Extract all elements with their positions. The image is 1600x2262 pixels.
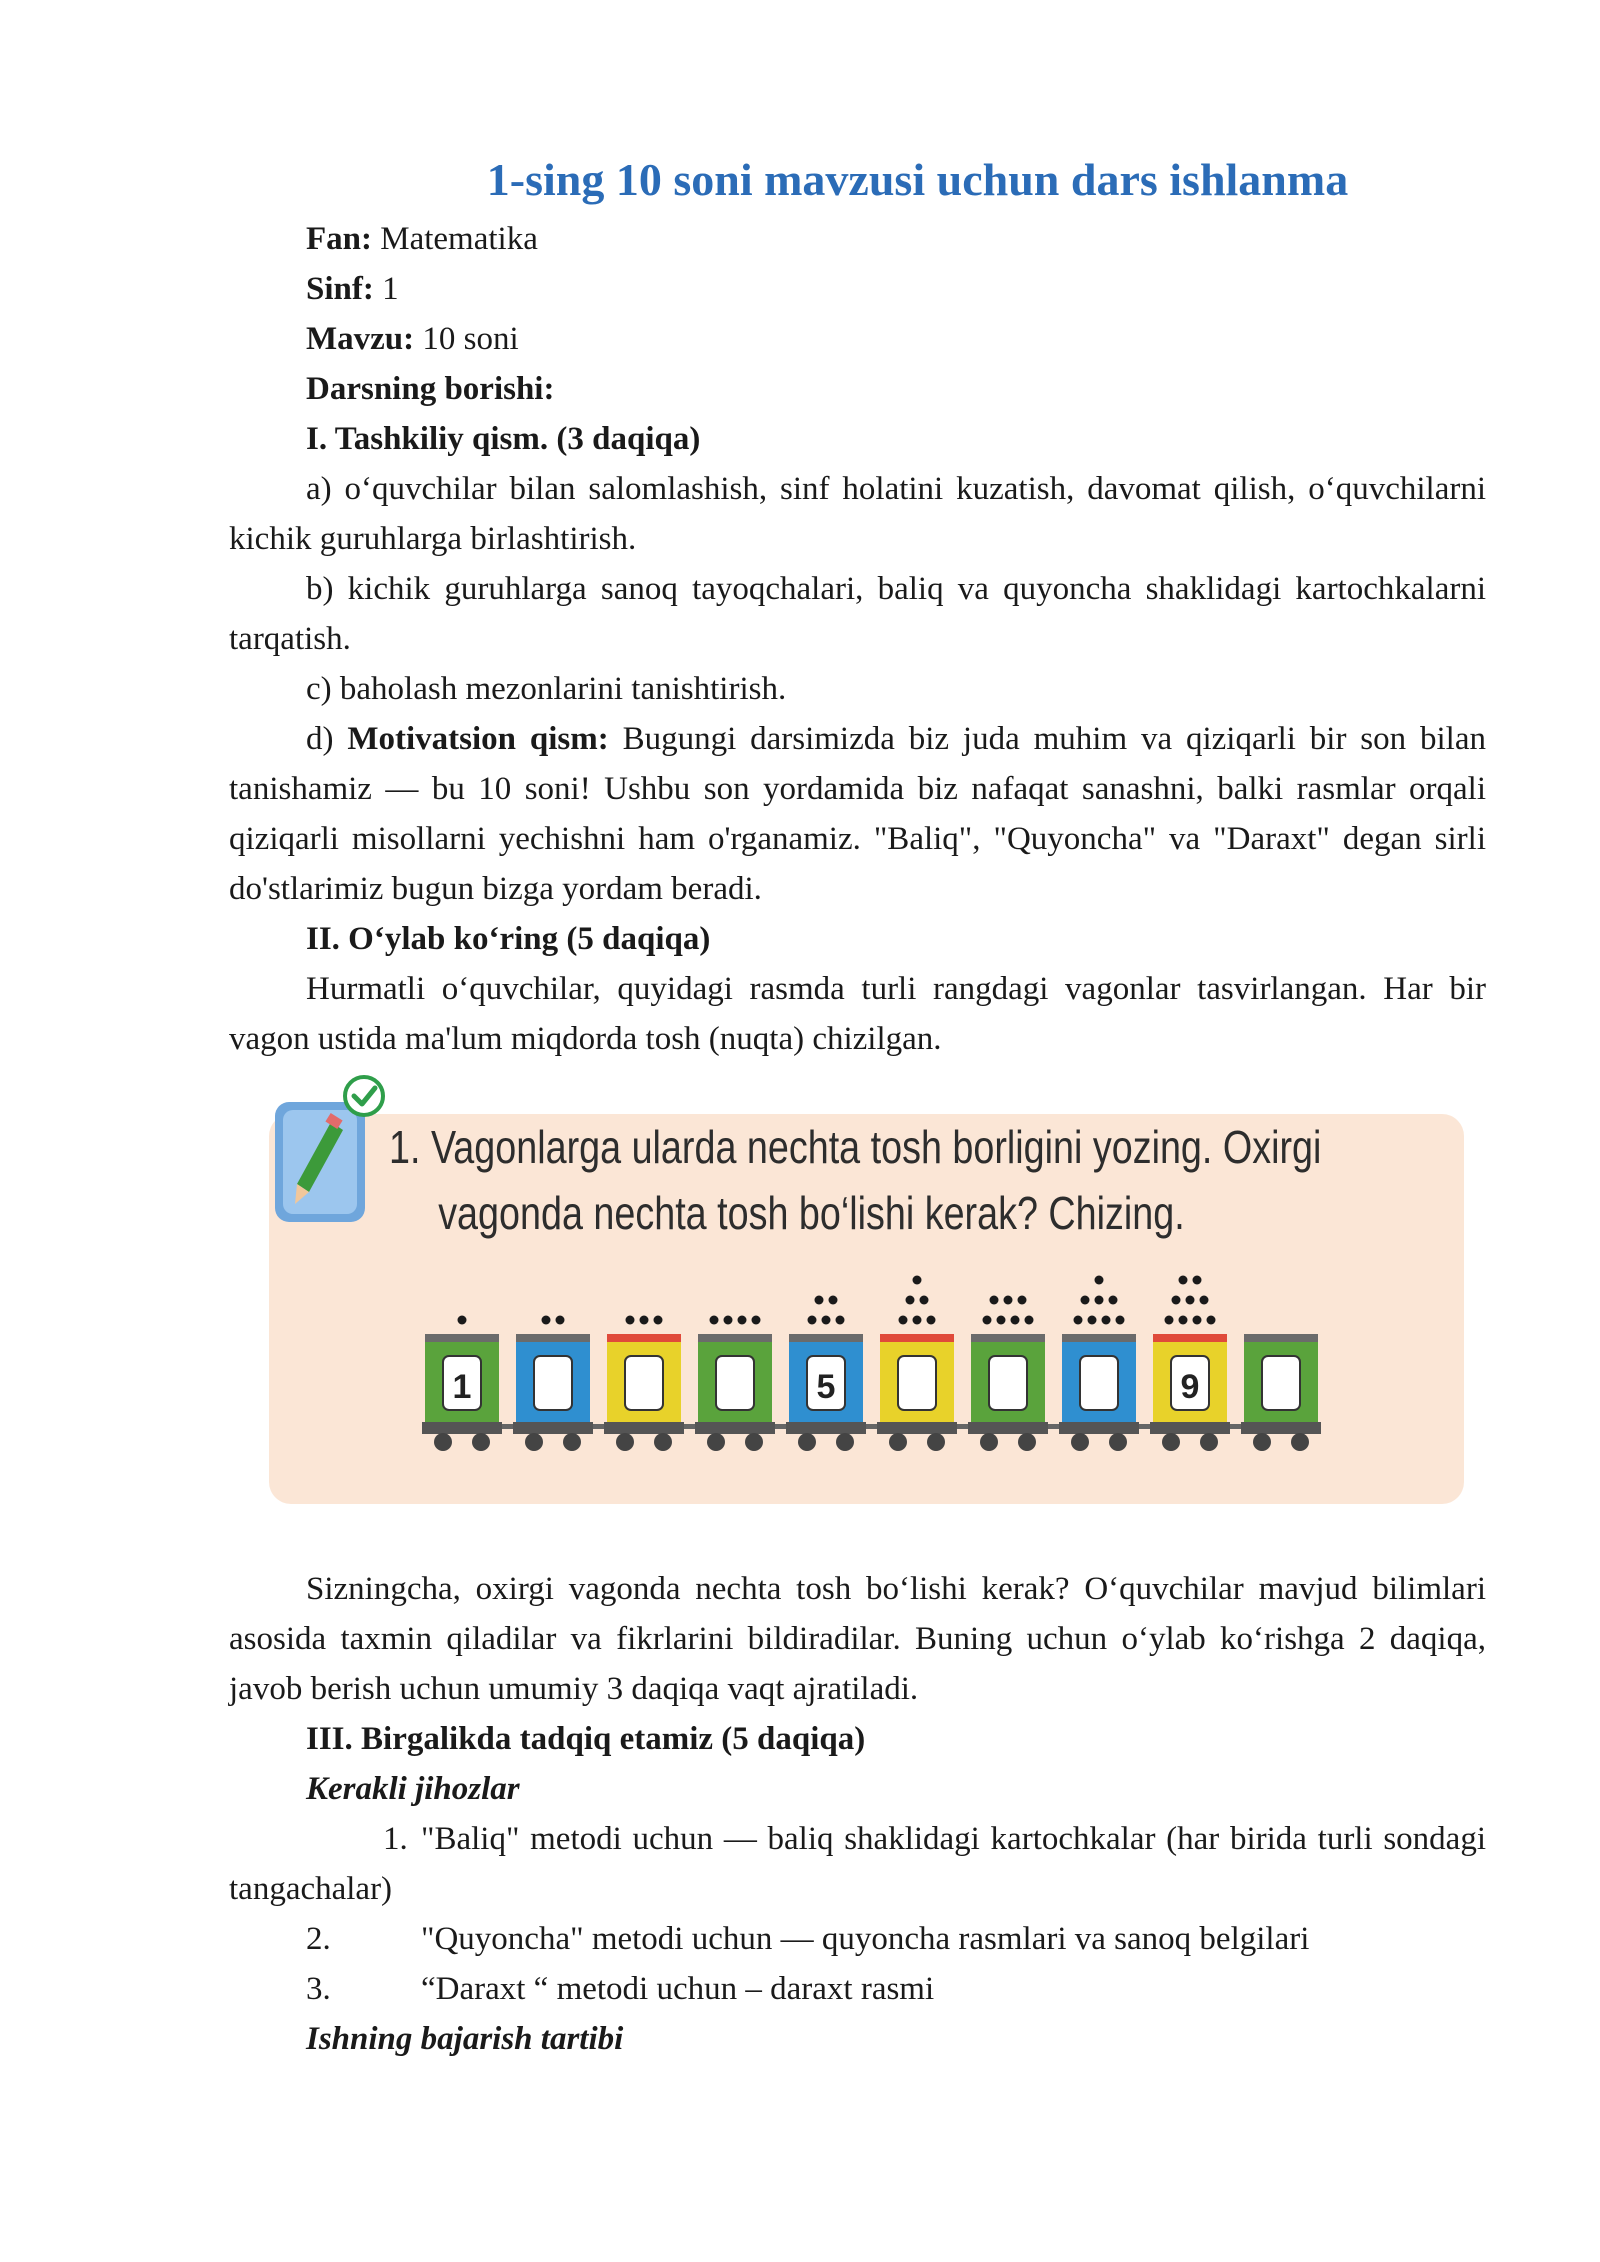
item-d-prefix: d) <box>306 721 348 757</box>
wagon <box>695 1316 786 1452</box>
stone-dot <box>1179 1316 1188 1325</box>
wagon-number: 5 <box>816 1368 836 1406</box>
wagon-coupler <box>1139 1424 1150 1429</box>
wagon-chassis <box>513 1422 593 1434</box>
stone-dot <box>1004 1296 1013 1305</box>
wagon-number: 9 <box>1180 1368 1200 1406</box>
wagon-wheel <box>434 1433 452 1451</box>
item-number: 3. <box>306 1971 331 2007</box>
train-exercise-figure <box>229 1064 1486 1564</box>
wagon-roof <box>880 1334 954 1342</box>
wagon <box>1150 1276 1241 1452</box>
wagon-chassis <box>1150 1422 1230 1434</box>
wagon <box>422 1316 513 1452</box>
wagon-coupler <box>502 1424 513 1429</box>
wagon-chassis <box>877 1422 957 1434</box>
stone-dot <box>822 1316 831 1325</box>
wagon-chassis <box>422 1422 502 1434</box>
stone-dot <box>1200 1296 1209 1305</box>
wagon-wheel <box>472 1433 490 1451</box>
train-wagons <box>229 1064 1486 1564</box>
stone-dot <box>1186 1296 1195 1305</box>
meta-value: Matematika <box>372 221 538 257</box>
stone-dot <box>1088 1316 1097 1325</box>
wagon-wheel <box>745 1433 763 1451</box>
meta-value: 1 <box>373 271 399 307</box>
wagon-window <box>1080 1356 1118 1410</box>
wagon-roof <box>425 1334 499 1342</box>
meta-value: 10 soni <box>414 321 519 357</box>
wagon-coupler <box>775 1424 786 1429</box>
meta-grade <box>229 264 1486 314</box>
stone-dot <box>738 1316 747 1325</box>
stone-dot <box>829 1296 838 1305</box>
item-number: 1. <box>383 1821 408 1857</box>
section-1-item-b: b) kichik guruhlarga sanoq tayoqchalari, baliq va quyoncha shaklidagi kartochkalarni tarqatish. <box>229 571 1486 657</box>
item-number: 2. <box>306 1921 331 1957</box>
instruction-line-1: 1. Vagonlarga ularda nechta tosh borligini yozing. Oxirgi <box>389 1121 1322 1173</box>
wagon <box>604 1316 695 1452</box>
wagon <box>877 1276 968 1452</box>
wagon-wheel <box>525 1433 543 1451</box>
wagon-window <box>989 1356 1027 1410</box>
wagon-roof <box>789 1334 863 1342</box>
stone-dot <box>1109 1296 1118 1305</box>
stone-dot <box>1095 1276 1104 1285</box>
wagon-number: 1 <box>452 1368 472 1406</box>
stone-dot <box>654 1316 663 1325</box>
meta-subject <box>229 214 1486 264</box>
item-text: "Quyoncha" metodi uchun — quyoncha rasmlari va sanoq belgilari <box>421 1921 1310 1957</box>
wagon-roof <box>971 1334 1045 1342</box>
wagon-chassis <box>1241 1422 1321 1434</box>
wagon-wheel <box>1018 1433 1036 1451</box>
wagon-wheel <box>1253 1433 1271 1451</box>
stone-dot <box>990 1296 999 1305</box>
wagon-roof <box>1244 1334 1318 1342</box>
lesson-flow-heading: Darsning borishi: <box>306 371 555 407</box>
section-2-paragraph-1: Hurmatli o‘quvchilar, quyidagi rasmda turli rangdagi vagonlar tasvirlangan. Har bir vagon ustida ma'lum miqdorda tosh (nuqta) chizilgan. <box>229 971 1486 1057</box>
equipment-item <box>229 1814 1486 1914</box>
stone-dot <box>920 1296 929 1305</box>
stone-dot <box>1193 1316 1202 1325</box>
stone-dot <box>1193 1276 1202 1285</box>
section-3-heading: III. Birgalikda tadqiq etamiz (5 daqiqa) <box>306 1721 866 1757</box>
document-content <box>229 150 1486 2064</box>
stone-dot <box>1179 1276 1188 1285</box>
stone-dot <box>1025 1316 1034 1325</box>
stone-dot <box>640 1316 649 1325</box>
equipment-heading: Kerakli jihozlar <box>306 1771 520 1807</box>
stone-dot <box>1102 1316 1111 1325</box>
meta-topic <box>229 314 1486 364</box>
wagon-chassis <box>968 1422 1048 1434</box>
stone-dot <box>836 1316 845 1325</box>
stone-dot <box>927 1316 936 1325</box>
document-title: 1-sing 10 soni mavzusi uchun dars ishlanma <box>486 154 1349 205</box>
wagon-wheel <box>1109 1433 1127 1451</box>
wagon-window <box>716 1356 754 1410</box>
stone-dot <box>983 1316 992 1325</box>
wagon-roof <box>516 1334 590 1342</box>
stone-dot <box>556 1316 565 1325</box>
section-1-heading: I. Tashkiliy qism. (3 daqiqa) <box>306 421 701 457</box>
stone-dot <box>1011 1316 1020 1325</box>
wagon-wheel <box>798 1433 816 1451</box>
wagon-wheel <box>1291 1433 1309 1451</box>
wagon-wheel <box>1200 1433 1218 1451</box>
meta-label: Sinf: <box>306 271 374 307</box>
wagon-coupler <box>866 1424 877 1429</box>
motivation-label: Motivatsion qism: <box>347 721 609 757</box>
stone-dot <box>906 1296 915 1305</box>
stone-dot <box>458 1316 467 1325</box>
wagon-chassis <box>695 1422 775 1434</box>
stone-dot <box>1095 1296 1104 1305</box>
wagon-wheel <box>836 1433 854 1451</box>
equipment-item <box>229 1914 1486 1964</box>
stone-dot <box>899 1316 908 1325</box>
wagon-coupler <box>593 1424 604 1429</box>
wagon-roof <box>607 1334 681 1342</box>
stone-dot <box>808 1316 817 1325</box>
stone-dot <box>626 1316 635 1325</box>
wagon-wheel <box>707 1433 725 1451</box>
stone-dot <box>1081 1296 1090 1305</box>
item-text: "Baliq" metodi uchun — baliq shaklidagi kartochkalar (har birida turli sondagi tangachalar) <box>229 1821 1486 1907</box>
wagon-coupler <box>684 1424 695 1429</box>
stone-dot <box>1207 1316 1216 1325</box>
wagon-roof <box>1062 1334 1136 1342</box>
wagon-wheel <box>927 1433 945 1451</box>
meta-label: Mavzu: <box>306 321 415 357</box>
wagon <box>968 1296 1059 1452</box>
wagon-wheel <box>889 1433 907 1451</box>
wagon-wheel <box>980 1433 998 1451</box>
stone-dot <box>724 1316 733 1325</box>
wagon-wheel <box>1071 1433 1089 1451</box>
wagon <box>786 1296 877 1452</box>
section-2-paragraph-2: Sizningcha, oxirgi vagonda nechta tosh bo‘lishi kerak? O‘quvchilar mavjud bilimlari asosida taxmin qiladilar va fikrlarini bildiradilar. Buning uchun o‘ylab ko‘rishga 2 daqiqa, javob berish uchun umumiy 3 daqiqa vaqt ajratiladi. <box>229 1571 1486 1707</box>
stone-dot <box>1074 1316 1083 1325</box>
stone-dot <box>1165 1316 1174 1325</box>
stone-dot <box>1116 1316 1125 1325</box>
section-1-item-a: a) o‘quvchilar bilan salomlashish, sinf holatini kuzatish, davomat qilish, o‘quvchilarni kichik guruhlarga birlashtirish. <box>229 471 1486 557</box>
wagon-window <box>1262 1356 1300 1410</box>
instruction-line-2: vagonda nechta tosh bo‘lishi kerak? Chizing. <box>438 1187 1185 1239</box>
equipment-item <box>229 1964 1486 2014</box>
section-1-item-d <box>229 714 1486 914</box>
wagon-window <box>625 1356 663 1410</box>
wagon-coupler <box>1048 1424 1059 1429</box>
stone-dot <box>710 1316 719 1325</box>
stone-dot <box>752 1316 761 1325</box>
wagon-roof <box>1153 1334 1227 1342</box>
wagon-wheel <box>616 1433 634 1451</box>
stone-dot <box>913 1316 922 1325</box>
wagon <box>513 1316 604 1452</box>
wagon-wheel <box>654 1433 672 1451</box>
wagon <box>1059 1276 1150 1452</box>
wagon <box>1241 1334 1321 1451</box>
procedure-heading: Ishning bajarish tartibi <box>306 2021 624 2057</box>
wagon-chassis <box>786 1422 866 1434</box>
stone-dot <box>1172 1296 1181 1305</box>
meta-label: Fan: <box>306 221 372 257</box>
wagon-window <box>898 1356 936 1410</box>
stone-dot <box>815 1296 824 1305</box>
stone-dot <box>997 1316 1006 1325</box>
wagon-wheel <box>1162 1433 1180 1451</box>
wagon-wheel <box>563 1433 581 1451</box>
wagon-coupler <box>1230 1424 1241 1429</box>
item-text: “Daraxt “ metodi uchun – daraxt rasmi <box>421 1971 935 2007</box>
stone-dot <box>1018 1296 1027 1305</box>
wagon-window <box>534 1356 572 1410</box>
wagon-chassis <box>1059 1422 1139 1434</box>
section-1-item-c: c) baholash mezonlarini tanishtirish. <box>306 671 787 707</box>
stone-dot <box>913 1276 922 1285</box>
section-2-heading: II. O‘ylab ko‘ring (5 daqiqa) <box>306 921 711 957</box>
wagon-chassis <box>604 1422 684 1434</box>
wagon-coupler <box>957 1424 968 1429</box>
stone-dot <box>542 1316 551 1325</box>
wagon-roof <box>698 1334 772 1342</box>
motivation-text: Bugungi darsimizda biz juda muhim va qiziqarli bir son bilan tanishamiz — bu 10 soni! Ushbu son yordamida biz nafaqat sanashni, balki rasmlar orqali qiziqarli misollarni yechishni ham o'rganamiz. "Baliq", "Quyoncha" va "Daraxt" degan sirli do'stlarimiz bugun bizga yordam beradi. <box>229 721 1486 907</box>
